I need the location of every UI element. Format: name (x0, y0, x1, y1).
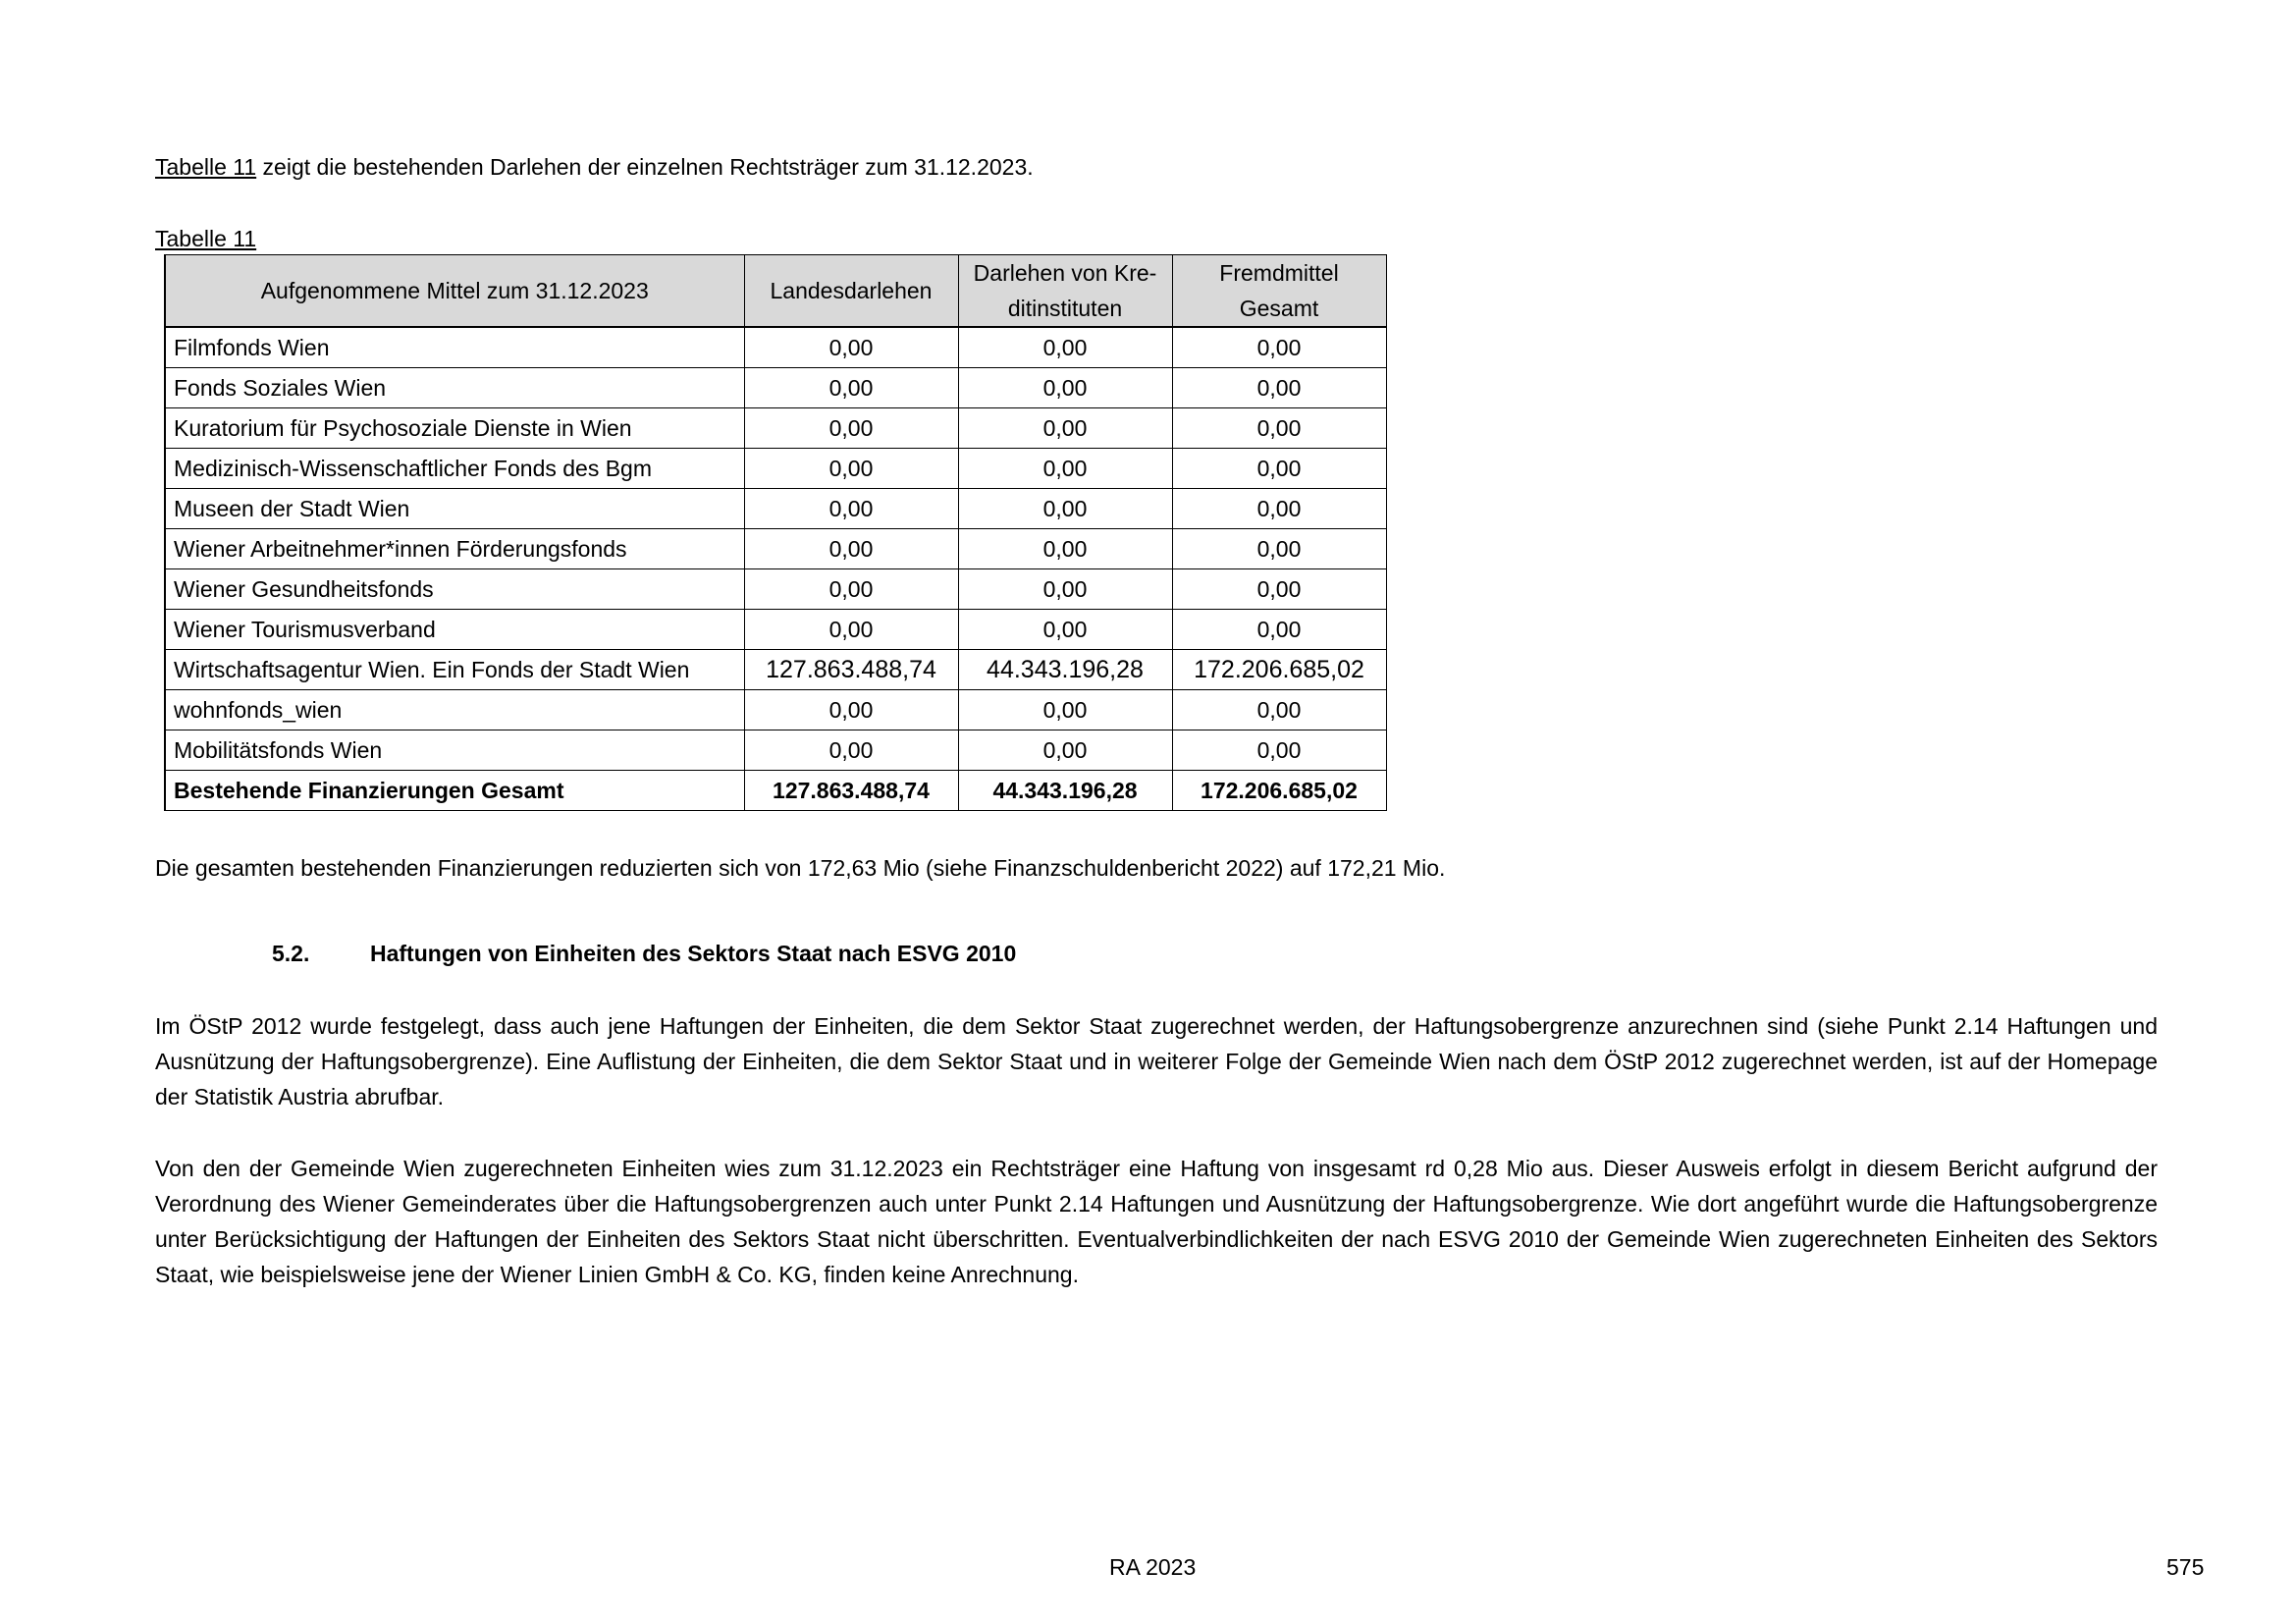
gesamt-cell: 0,00 (1172, 529, 1386, 569)
table-total-row (165, 771, 1386, 811)
paragraph-haftungen-2: Von den der Gemeinde Wien zugerechneten Einheiten wies zum 31.12.2023 ein Rechtsträger eine Haftung von insgesamt rd 0,28 Mio aus. Dieser Ausweis erfolgt in diesem Bericht aufgrund der Verordnung des Wiener Gemeinderates über die Haftungsobergrenzen auch unter Punkt 2.14 Haftungen und Ausnützung der Haftungsobergrenze. Wie dort angeführt wurde die Haftungsobergrenze unter Berücksichtigung der Haftungen der Einheiten des Sektors Staat nicht überschritten. Eventualverbindlichkeiten der nach ESVG 2010 der Gemeinde Wien zugerechneten Einheiten des Sektors Staat, wie beispielsweise jene der Wiener Linien GmbH & Co. KG, finden keine Anrechnung. (155, 1156, 2158, 1287)
kredit-cell: 44.343.196,28 (958, 771, 1172, 811)
kredit-cell: 0,00 (958, 569, 1172, 610)
row-name-cell: Mobilitätsfonds Wien (165, 730, 744, 771)
intro-sentence (155, 149, 1034, 185)
gesamt-cell: 0,00 (1172, 408, 1386, 449)
page-number: 575 (2166, 1554, 2205, 1580)
gesamt-cell: 172.206.685,02 (1172, 771, 1386, 811)
landesdarlehen-cell: 127.863.488,74 (744, 650, 958, 690)
row-name-cell: Wiener Arbeitnehmer*innen Förderungsfonds (165, 529, 744, 569)
kredit-cell: 0,00 (958, 730, 1172, 771)
kredit-cell: 0,00 (958, 408, 1172, 449)
row-name-cell: Wiener Tourismusverband (165, 610, 744, 650)
table-caption: Tabelle 11 (155, 226, 257, 251)
gesamt-cell: 0,00 (1172, 610, 1386, 650)
kredit-cell: 0,00 (958, 327, 1172, 368)
table-row (165, 327, 1386, 368)
gesamt-cell: 0,00 (1172, 449, 1386, 489)
landesdarlehen-cell: 0,00 (744, 529, 958, 569)
landesdarlehen-cell: 0,00 (744, 368, 958, 408)
summary-text: Die gesamten bestehenden Finanzierungen reduzierten sich von 172,63 Mio (siehe Finanzschuldenbericht 2022) auf 172,21 Mio. (155, 855, 1446, 881)
landesdarlehen-cell: 0,00 (744, 408, 958, 449)
intro-text: zeigt die bestehenden Darlehen der einzelnen Rechtsträger zum 31.12.2023. (256, 154, 1034, 180)
table-row (165, 449, 1386, 489)
gesamt-cell: 0,00 (1172, 368, 1386, 408)
landesdarlehen-cell: 127.863.488,74 (744, 771, 958, 811)
kredit-cell: 0,00 (958, 529, 1172, 569)
landesdarlehen-cell: 0,00 (744, 449, 958, 489)
kredit-cell: 0,00 (958, 489, 1172, 529)
gesamt-cell: 0,00 (1172, 730, 1386, 771)
table-row (165, 690, 1386, 730)
table-row (165, 730, 1386, 771)
table-row (165, 489, 1386, 529)
gesamt-cell: 172.206.685,02 (1172, 650, 1386, 690)
landesdarlehen-cell: 0,00 (744, 489, 958, 529)
section-title: Haftungen von Einheiten des Sektors Staat nach ESVG 2010 (370, 941, 1017, 966)
table-row (165, 569, 1386, 610)
row-name-cell: Museen der Stadt Wien (165, 489, 744, 529)
financing-table (164, 254, 1387, 811)
header-fremdmittel-gesamt: Fremdmittel Gesamt (1172, 255, 1386, 328)
landesdarlehen-cell: 0,00 (744, 569, 958, 610)
row-name-cell: Kuratorium für Psychosoziale Dienste in Wien (165, 408, 744, 449)
table-row (165, 368, 1386, 408)
landesdarlehen-cell: 0,00 (744, 327, 958, 368)
row-name-cell: Medizinisch-Wissenschaftlicher Fonds des Bgm (165, 449, 744, 489)
kredit-cell: 0,00 (958, 368, 1172, 408)
row-name-cell: Bestehende Finanzierungen Gesamt (165, 771, 744, 811)
gesamt-cell: 0,00 (1172, 569, 1386, 610)
kredit-cell: 0,00 (958, 449, 1172, 489)
kredit-cell: 0,00 (958, 690, 1172, 730)
header-landesdarlehen: Landesdarlehen (744, 255, 958, 328)
landesdarlehen-cell: 0,00 (744, 730, 958, 771)
kredit-cell: 0,00 (958, 610, 1172, 650)
landesdarlehen-cell: 0,00 (744, 690, 958, 730)
row-name-cell: wohnfonds_wien (165, 690, 744, 730)
table-header-row (165, 255, 1386, 328)
table-row (165, 610, 1386, 650)
row-name-cell: Wiener Gesundheitsfonds (165, 569, 744, 610)
gesamt-cell: 0,00 (1172, 489, 1386, 529)
kredit-cell: 44.343.196,28 (958, 650, 1172, 690)
table-row (165, 529, 1386, 569)
gesamt-cell: 0,00 (1172, 690, 1386, 730)
landesdarlehen-cell: 0,00 (744, 610, 958, 650)
paragraph-haftungen-1: Im ÖStP 2012 wurde festgelegt, dass auch jene Haftungen der Einheiten, die dem Sektor Staat zugerechnet werden, der Haftungsobergrenze anzurechnen sind (siehe Punkt 2.14 Haftungen und Ausnützung der Haftungsobergrenze). Eine Auflistung der Einheiten, die dem Sektor Staat und in weiterer Folge der Gemeinde Wien nach dem ÖStP 2012 zugerechnet werden, ist auf der Homepage der Statistik Austria abrufbar. (155, 1013, 2158, 1109)
section-number: 5.2. (272, 941, 310, 966)
table-row (165, 650, 1386, 690)
table-row (165, 408, 1386, 449)
row-name-cell: Filmfonds Wien (165, 327, 744, 368)
gesamt-cell: 0,00 (1172, 327, 1386, 368)
footer-report-label: RA 2023 (1109, 1554, 1197, 1580)
row-name-cell: Wirtschaftsagentur Wien. Ein Fonds der Stadt Wien (165, 650, 744, 690)
row-name-cell: Fonds Soziales Wien (165, 368, 744, 408)
header-aufgenommene-mittel: Aufgenommene Mittel zum 31.12.2023 (165, 255, 744, 328)
table-reference-link[interactable]: Tabelle 11 (155, 154, 257, 180)
header-darlehen-kreditinstitute: Darlehen von Kre- ditinstituten (958, 255, 1172, 328)
